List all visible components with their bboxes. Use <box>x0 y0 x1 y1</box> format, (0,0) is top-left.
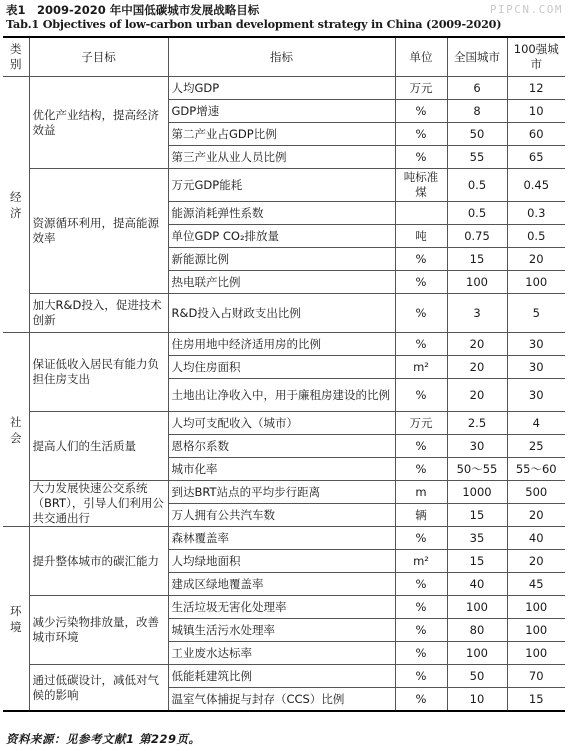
national-value-cell: 40 <box>447 573 507 596</box>
unit-cell: 吨标准煤 <box>395 169 447 202</box>
top100-value-cell: 100 <box>507 642 565 665</box>
indicator-cell: 人均绿地面积 <box>168 550 395 573</box>
subgoal-cell: 通过低碳设计，减低对气候的影响 <box>29 665 168 712</box>
watermark-text: PIPCN.COM <box>489 3 563 16</box>
unit-cell: % <box>395 596 447 619</box>
indicator-cell: 万元GDP能耗 <box>168 169 395 202</box>
table-row <box>3 596 565 619</box>
top100-value-cell: 12 <box>507 77 565 100</box>
national-value-cell: 55 <box>447 146 507 169</box>
subgoal-cell: 减少污染物排放量，改善城市环境 <box>29 596 168 665</box>
table-row <box>3 333 565 356</box>
indicator-cell: 城市化率 <box>168 458 395 481</box>
indicator-cell: 森林覆盖率 <box>168 527 395 550</box>
top100-value-cell: 30 <box>507 333 565 356</box>
top100-value-cell: 0.5 <box>507 225 565 248</box>
subgoal-cell: 保证低收入居民有能力负担住房支出 <box>29 333 168 412</box>
top100-value-cell: 5 <box>507 294 565 333</box>
table-row <box>3 169 565 202</box>
indicator-cell: 万人拥有公共汽车数 <box>168 504 395 527</box>
unit-cell: 辆 <box>395 504 447 527</box>
national-value-cell: 3 <box>447 294 507 333</box>
indicator-cell: 住房用地中经济适用房的比例 <box>168 333 395 356</box>
national-value-cell: 50～55 <box>447 458 507 481</box>
top100-value-cell: 20 <box>507 504 565 527</box>
unit-cell: % <box>395 642 447 665</box>
national-value-cell: 15 <box>447 550 507 573</box>
national-value-cell: 0.75 <box>447 225 507 248</box>
indicator-cell: 建成区绿地覆盖率 <box>168 573 395 596</box>
unit-cell: % <box>395 573 447 596</box>
header-top100: 100强城市 <box>507 37 565 77</box>
national-value-cell: 80 <box>447 619 507 642</box>
national-value-cell: 20 <box>447 379 507 412</box>
national-value-cell: 15 <box>447 248 507 271</box>
unit-cell: % <box>395 619 447 642</box>
category-cell-society <box>3 333 29 527</box>
national-value-cell: 100 <box>447 271 507 294</box>
category-cell-economy <box>3 77 29 333</box>
unit-cell <box>395 202 447 225</box>
indicator-cell: 工业废水达标率 <box>168 642 395 665</box>
national-value-cell: 15 <box>447 504 507 527</box>
unit-cell: % <box>395 458 447 481</box>
indicator-cell: R&D投入占财政支出比例 <box>168 294 395 333</box>
national-value-cell: 100 <box>447 642 507 665</box>
header-subgoal: 子目标 <box>29 37 168 77</box>
table-row <box>3 665 565 688</box>
indicator-cell: 到达BRT站点的平均步行距离 <box>168 481 395 504</box>
unit-cell: m <box>395 481 447 504</box>
indicator-cell: 城镇生活污水处理率 <box>168 619 395 642</box>
header-unit: 单位 <box>395 37 447 77</box>
top100-value-cell: 4 <box>507 412 565 435</box>
top100-value-cell: 30 <box>507 356 565 379</box>
top100-value-cell: 0.3 <box>507 202 565 225</box>
unit-cell: % <box>395 379 447 412</box>
table-row <box>3 77 565 100</box>
indicator-cell: 人均GDP <box>168 77 395 100</box>
unit-cell: % <box>395 271 447 294</box>
header-category: 类别 <box>3 37 29 77</box>
source-footnote: 资料来源：见参考文献1 第229页。 <box>6 732 201 746</box>
unit-cell: % <box>395 333 447 356</box>
top100-value-cell: 55～60 <box>507 458 565 481</box>
category-label: 经济 <box>10 189 22 220</box>
national-value-cell: 30 <box>447 435 507 458</box>
national-value-cell: 50 <box>447 665 507 688</box>
unit-cell: % <box>395 688 447 712</box>
unit-cell: m² <box>395 356 447 379</box>
indicator-cell: 温室气体捕捉与封存（CCS）比例 <box>168 688 395 712</box>
indicator-cell: 恩格尔系数 <box>168 435 395 458</box>
top100-value-cell: 100 <box>507 619 565 642</box>
top100-value-cell: 70 <box>507 665 565 688</box>
national-value-cell: 10 <box>447 688 507 712</box>
national-value-cell: 35 <box>447 527 507 550</box>
top100-value-cell: 10 <box>507 100 565 123</box>
unit-cell: % <box>395 527 447 550</box>
subgoal-cell: 提升整体城市的碳汇能力 <box>29 527 168 596</box>
indicator-cell: 单位GDP CO₂排放量 <box>168 225 395 248</box>
subgoal-cell: 资源循环利用，提高能源效率 <box>29 169 168 294</box>
category-label: 环境 <box>10 603 22 634</box>
indicator-cell: 人均可支配收入（城市） <box>168 412 395 435</box>
top100-value-cell: 100 <box>507 271 565 294</box>
national-value-cell: 0.5 <box>447 202 507 225</box>
indicator-cell: 热电联产比例 <box>168 271 395 294</box>
national-value-cell: 2.5 <box>447 412 507 435</box>
table-caption-english: Tab.1 Objectives of low-carbon urban development strategy in China (2009-2020) <box>6 17 502 31</box>
unit-cell: % <box>395 665 447 688</box>
top100-value-cell: 500 <box>507 481 565 504</box>
unit-cell: % <box>395 146 447 169</box>
unit-cell: % <box>395 123 447 146</box>
top100-value-cell: 45 <box>507 573 565 596</box>
subgoal-cell: 加大R&D投入，促进技术创新 <box>29 294 168 333</box>
objectives-table <box>3 36 565 712</box>
national-value-cell: 6 <box>447 77 507 100</box>
table-row <box>3 412 565 435</box>
top100-value-cell: 30 <box>507 379 565 412</box>
top100-value-cell: 20 <box>507 550 565 573</box>
top100-value-cell: 40 <box>507 527 565 550</box>
table-caption-chinese: 表1 2009-2020 年中国低碳城市发展战略目标 <box>6 3 260 17</box>
national-value-cell: 100 <box>447 596 507 619</box>
top100-value-cell: 100 <box>507 596 565 619</box>
unit-cell: 万元 <box>395 412 447 435</box>
indicator-cell: 新能源比例 <box>168 248 395 271</box>
top100-value-cell: 25 <box>507 435 565 458</box>
table-header-row <box>3 37 565 77</box>
indicator-cell: 第二产业占GDP比例 <box>168 123 395 146</box>
unit-cell: 吨 <box>395 225 447 248</box>
national-value-cell: 20 <box>447 356 507 379</box>
top100-value-cell: 65 <box>507 146 565 169</box>
unit-cell: 万元 <box>395 77 447 100</box>
table-row <box>3 527 565 550</box>
subgoal-cell: 大力发展快速公交系统（BRT），引导人们利用公共交通出行 <box>29 481 168 527</box>
indicator-cell: 人均住房面积 <box>168 356 395 379</box>
national-value-cell: 8 <box>447 100 507 123</box>
indicator-cell: GDP增速 <box>168 100 395 123</box>
indicator-cell: 能源消耗弹性系数 <box>168 202 395 225</box>
top100-value-cell: 20 <box>507 248 565 271</box>
indicator-cell: 第三产业从业人员比例 <box>168 146 395 169</box>
national-value-cell: 20 <box>447 333 507 356</box>
indicator-cell: 生活垃圾无害化处理率 <box>168 596 395 619</box>
unit-cell: % <box>395 248 447 271</box>
top100-value-cell: 15 <box>507 688 565 712</box>
category-label: 社会 <box>10 414 22 445</box>
unit-cell: % <box>395 100 447 123</box>
unit-cell: % <box>395 435 447 458</box>
national-value-cell: 0.5 <box>447 169 507 202</box>
subgoal-cell: 优化产业结构，提高经济效益 <box>29 77 168 169</box>
indicator-cell: 土地出让净收入中，用于廉租房建设的比例 <box>168 379 395 412</box>
category-cell-environment <box>3 527 29 712</box>
national-value-cell: 1000 <box>447 481 507 504</box>
header-indicator: 指标 <box>168 37 395 77</box>
table-row <box>3 481 565 504</box>
unit-cell: m² <box>395 550 447 573</box>
national-value-cell: 50 <box>447 123 507 146</box>
unit-cell: % <box>395 294 447 333</box>
subgoal-cell: 提高人们的生活质量 <box>29 412 168 481</box>
top100-value-cell: 0.45 <box>507 169 565 202</box>
table-row <box>3 294 565 333</box>
top100-value-cell: 60 <box>507 123 565 146</box>
header-national: 全国城市 <box>447 37 507 77</box>
indicator-cell: 低能耗建筑比例 <box>168 665 395 688</box>
